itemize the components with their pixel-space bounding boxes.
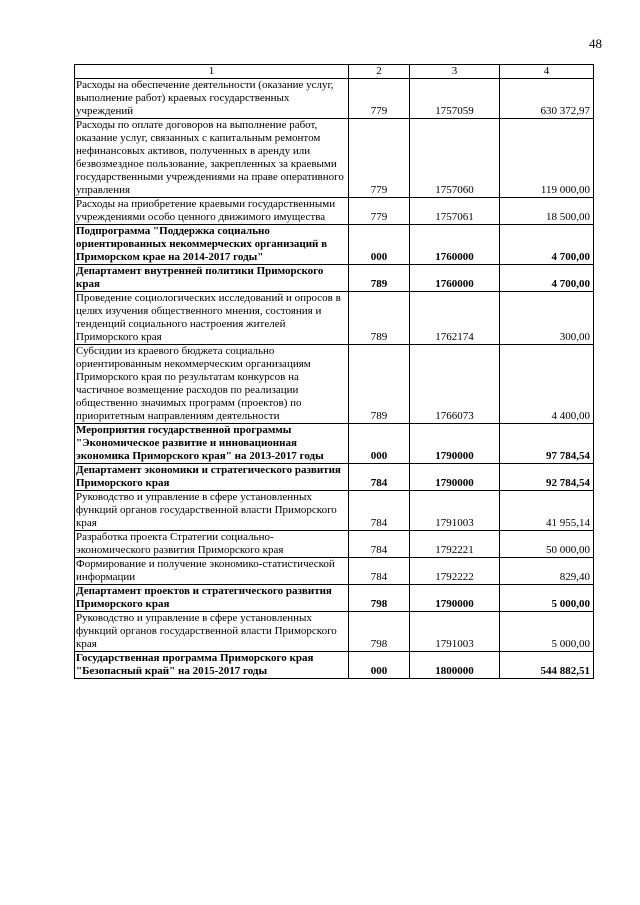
- amount: 5 000,00: [500, 612, 594, 652]
- target-article-code: 1762174: [410, 292, 500, 345]
- expense-name: Руководство и управление в сфере установленных функций органов государственной власти Приморского края: [75, 612, 349, 652]
- target-article-code: 1757061: [410, 198, 500, 225]
- column-header-1: 1: [75, 65, 349, 79]
- table-row: [75, 292, 594, 345]
- table-row: [75, 119, 594, 198]
- budget-table: [74, 64, 594, 679]
- amount: 119 000,00: [500, 119, 594, 198]
- department-code: 789: [349, 345, 410, 424]
- table-row: [75, 585, 594, 612]
- amount: 41 955,14: [500, 491, 594, 531]
- amount: 50 000,00: [500, 531, 594, 558]
- target-article-code: 1766073: [410, 345, 500, 424]
- target-article-code: 1757060: [410, 119, 500, 198]
- expense-name: Проведение социологических исследований и опросов в целях изучения общественного мнения, состояния и тенденций социального настроения жителей Приморского края: [75, 292, 349, 345]
- department-code: 798: [349, 612, 410, 652]
- expense-name: Департамент экономики и стратегического развития Приморского края: [75, 464, 349, 491]
- expense-name: Мероприятия государственной программы "Экономическое развитие и инновационная экономика Приморского края" на 2013-2017 годы: [75, 424, 349, 464]
- amount: 829,40: [500, 558, 594, 585]
- amount: 4 400,00: [500, 345, 594, 424]
- table-row: [75, 652, 594, 679]
- target-article-code: 1760000: [410, 225, 500, 265]
- table-row: [75, 531, 594, 558]
- target-article-code: 1790000: [410, 424, 500, 464]
- expense-name: Государственная программа Приморского края "Безопасный край" на 2015-2017 годы: [75, 652, 349, 679]
- column-header-2: 2: [349, 65, 410, 79]
- amount: 544 882,51: [500, 652, 594, 679]
- target-article-code: 1791003: [410, 612, 500, 652]
- amount: 4 700,00: [500, 265, 594, 292]
- department-code: 000: [349, 652, 410, 679]
- department-code: 789: [349, 292, 410, 345]
- target-article-code: 1800000: [410, 652, 500, 679]
- department-code: 779: [349, 79, 410, 119]
- department-code: 779: [349, 119, 410, 198]
- table-row: [75, 464, 594, 491]
- table-body: [75, 79, 594, 679]
- target-article-code: 1792222: [410, 558, 500, 585]
- table-row: [75, 612, 594, 652]
- table-row: [75, 79, 594, 119]
- column-header-3: 3: [410, 65, 500, 79]
- target-article-code: 1790000: [410, 585, 500, 612]
- table-row: [75, 198, 594, 225]
- table-row: [75, 345, 594, 424]
- expense-name: Разработка проекта Стратегии социально-экономического развития Приморского края: [75, 531, 349, 558]
- target-article-code: 1791003: [410, 491, 500, 531]
- target-article-code: 1760000: [410, 265, 500, 292]
- target-article-code: 1792221: [410, 531, 500, 558]
- column-numbers-row: [75, 65, 594, 79]
- expense-name: Департамент внутренней политики Приморского края: [75, 265, 349, 292]
- expense-name: Департамент проектов и стратегического развития Приморского края: [75, 585, 349, 612]
- expense-name: Расходы по оплате договоров на выполнение работ, оказание услуг, связанных с капитальным ремонтом нефинансовых активов, полученных в аренду или безвозмездное пользование, закрепленных за краевыми государственными учреждениями на праве оперативного управления: [75, 119, 349, 198]
- target-article-code: 1790000: [410, 464, 500, 491]
- expense-name: Расходы на обеспечение деятельности (оказание услуг, выполнение работ) краевых государственных учреждений: [75, 79, 349, 119]
- table-row: [75, 265, 594, 292]
- page-number: 48: [589, 36, 602, 51]
- table-row: [75, 491, 594, 531]
- table-row: [75, 558, 594, 585]
- expense-name: Подпрограмма "Поддержка социально ориентированных некоммерческих организаций в Приморском крае на 2014-2017 годы": [75, 225, 349, 265]
- department-code: 779: [349, 198, 410, 225]
- expense-name: Формирование и получение экономико-статистической информации: [75, 558, 349, 585]
- department-code: 784: [349, 491, 410, 531]
- table-row: [75, 225, 594, 265]
- department-code: 798: [349, 585, 410, 612]
- department-code: 000: [349, 424, 410, 464]
- amount: 4 700,00: [500, 225, 594, 265]
- department-code: 789: [349, 265, 410, 292]
- expense-name: Субсидии из краевого бюджета социально ориентированным некоммерческим организациям Приморского края по результатам конкурсов на частичное возмещение расходов по реализации общественно значимых программ (проектов) по приоритетным направлениям деятельности: [75, 345, 349, 424]
- department-code: 784: [349, 558, 410, 585]
- department-code: 000: [349, 225, 410, 265]
- amount: 5 000,00: [500, 585, 594, 612]
- expense-name: Расходы на приобретение краевыми государственными учреждениями особо ценного движимого имущества: [75, 198, 349, 225]
- amount: 97 784,54: [500, 424, 594, 464]
- table-row: [75, 424, 594, 464]
- amount: 300,00: [500, 292, 594, 345]
- amount: 630 372,97: [500, 79, 594, 119]
- expense-name: Руководство и управление в сфере установленных функций органов государственной власти Приморского края: [75, 491, 349, 531]
- target-article-code: 1757059: [410, 79, 500, 119]
- column-header-4: 4: [500, 65, 594, 79]
- amount: 92 784,54: [500, 464, 594, 491]
- amount: 18 500,00: [500, 198, 594, 225]
- department-code: 784: [349, 531, 410, 558]
- department-code: 784: [349, 464, 410, 491]
